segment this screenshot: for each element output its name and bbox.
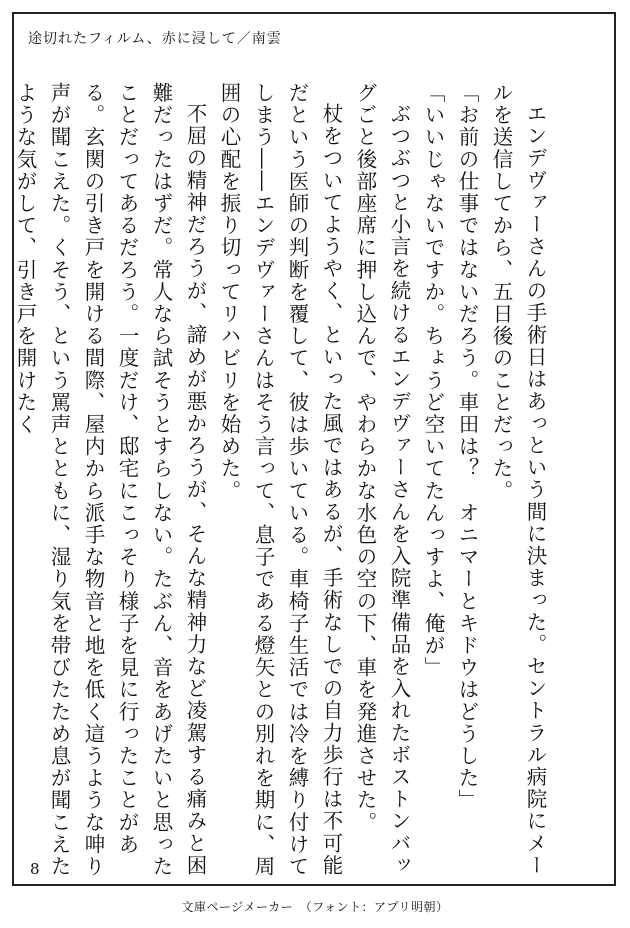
dialogue-line: 「お前の仕事ではないだろう。車田は？ オニマーとキドウはどうした」: [455, 82, 479, 812]
paragraph: ぶつぶつと小言を続けるエンデヴァーさんを入院準備品を入れたボストンバッグごと後部座席に押し込んで、やわらかな水色の空の下、車を発進させた。: [353, 82, 411, 876]
page-frame: [12, 12, 616, 886]
footer-credit: 文庫ページメーカー （フォント：アプリ明朝）: [181, 900, 449, 914]
paragraph: 不屈の精神だろうが、諦めが悪かろうが、そんな精神力など凌駕する痛みと困難だったはずだ。常人なら試そうとすらしない。たぶん、音をあげたいと思ったことだってあるだろう。一度だけ、邸宅にこっそり様子を見に行ったことがある。玄関の引き戸を開ける間際、屋内から派手な物音と地を低く這うような呻り声が聞こえた。くそう、という罵声とともに、湿り気を帯びたため息が聞こえたような気がして、引き戸を開けたく: [13, 82, 207, 878]
paragraph: エンデヴァーさんの手術日はあっという間に決まった。セントラル病院にメールを送信してから、五日後のことだった。: [489, 82, 547, 876]
dialogue-line: 「いいじゃないですか。ちょうど空いてたんっすよ、俺が」: [421, 82, 445, 679]
body-text: [13, 82, 552, 882]
paragraph: 杖をついてようやく、といった風ではあるが、手術なしでの自力歩行は不可能だという医師の判断を覆して、彼は歩いている。車椅子生活では冷を縛り付けてしまう――エンデヴァーさんはそう言って、息子である燈矢との別れを期に、周囲の心配を振り切ってリハビリを始めた。: [217, 82, 343, 878]
running-title: 途切れたフィルム、赤に浸して／南雲: [28, 31, 282, 47]
page-number: 8: [30, 860, 40, 878]
